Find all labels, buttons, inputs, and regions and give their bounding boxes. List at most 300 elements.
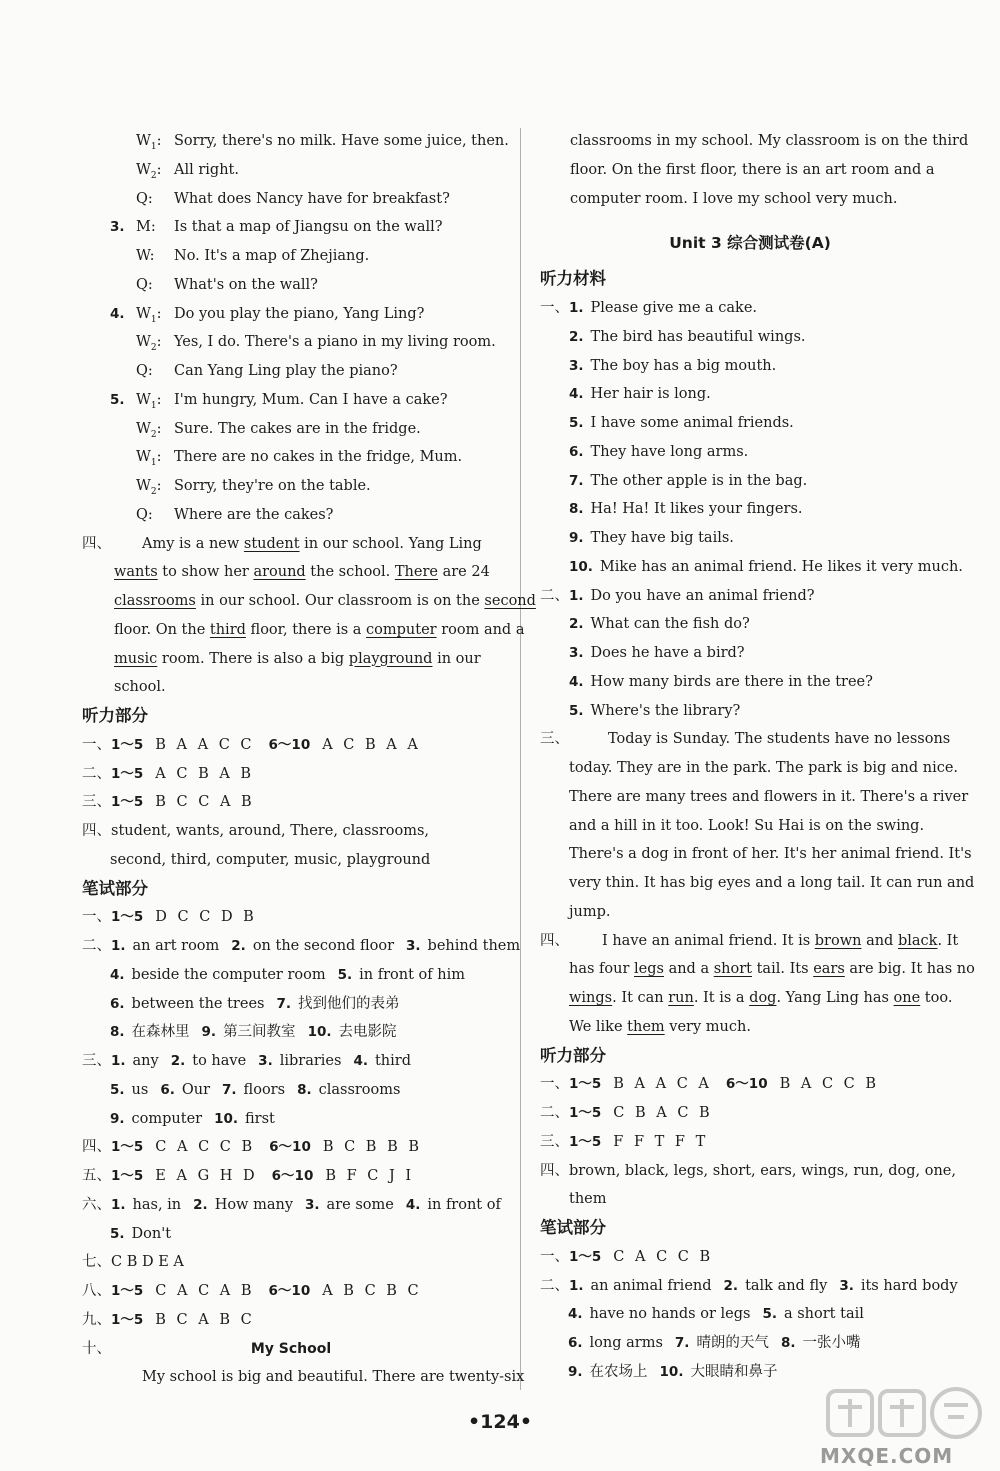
speaker-index: 2 xyxy=(150,486,157,497)
answer-row xyxy=(82,1162,500,1191)
item-answer: in front of him xyxy=(359,966,465,983)
dialogue-line xyxy=(82,127,509,156)
speaker-letter: Q xyxy=(136,190,148,207)
sentence-text: Ha! Ha! It likes your fingers. xyxy=(590,501,803,518)
item-number: 4. xyxy=(568,1306,583,1323)
item-answer: between the trees xyxy=(131,995,265,1012)
item-number: 3. xyxy=(569,357,584,374)
speaker-letter: W xyxy=(136,161,151,178)
answer-items-row xyxy=(82,1220,500,1249)
answer-letters: C B A C B xyxy=(613,1105,713,1121)
answer-range: 1～5 xyxy=(111,1139,144,1156)
item-number: 6. xyxy=(568,1335,583,1351)
dialogue-line xyxy=(82,185,500,214)
writing-section-title: 笔试部分 xyxy=(540,1218,606,1237)
sentence-text: The bird has beautiful wings. xyxy=(590,328,806,345)
answer-items-row xyxy=(540,1272,960,1301)
answer-range: 1～5 xyxy=(111,765,144,782)
dialogue-line xyxy=(82,271,500,300)
section-label: 二、 xyxy=(540,587,569,604)
item-number: 1. xyxy=(569,1277,584,1294)
item-answer: beside the computer room xyxy=(131,966,326,983)
speaker-label xyxy=(110,357,170,386)
speaker-label xyxy=(110,501,170,530)
listening-answer-row xyxy=(82,760,500,789)
listening-answer-row xyxy=(82,788,500,817)
listening-answer-four-cont: second, third, computer, music, playground xyxy=(110,851,431,868)
answer-range: 1～5 xyxy=(569,1248,602,1265)
listening-sentence xyxy=(540,610,960,639)
sentence-text: Do you have an animal friend? xyxy=(590,587,815,604)
writing-section-title: 笔试部分 xyxy=(82,878,148,898)
section-label: 三、 xyxy=(540,731,569,748)
passage-text: very thin. It has big eyes and a long tail. It can run and xyxy=(569,875,975,891)
answer-letters: B A C C B xyxy=(779,1076,880,1093)
essay-title: My School xyxy=(250,1340,332,1357)
item-answer: us xyxy=(131,1081,149,1098)
item-number: 7. xyxy=(276,995,291,1012)
answer-range: 6～10 xyxy=(269,1139,311,1156)
item-number: 1. xyxy=(569,587,584,604)
item-answer: an animal friend xyxy=(590,1277,712,1294)
item-answer: 大眼睛和鼻子 xyxy=(690,1363,778,1380)
colon-mark: : xyxy=(156,334,162,351)
answer-label: 五、 xyxy=(82,1168,111,1184)
item-answer: have no hands or legs xyxy=(589,1306,751,1323)
column-divider xyxy=(520,128,521,1390)
answer-letters: F F T F T xyxy=(613,1133,709,1150)
passage-text: today. They are in the park. The park is big and nice. xyxy=(569,760,959,776)
passage-line xyxy=(540,725,960,754)
dialogue-text: What does Nancy have for breakfast? xyxy=(174,190,450,207)
question-number: 3. xyxy=(110,219,125,236)
answer-items-row xyxy=(540,1300,960,1329)
answer-label: 三、 xyxy=(540,1133,569,1150)
speaker-letter: Q xyxy=(136,276,148,293)
item-answer: on the second floor xyxy=(252,938,395,954)
answer-items-row xyxy=(82,1105,500,1134)
item-number: 10. xyxy=(569,558,593,575)
section-label: 六、 xyxy=(82,1196,111,1213)
item-number: 1. xyxy=(111,1196,126,1213)
answer-letters: A B C B C xyxy=(322,1283,422,1299)
dialogue-text: Do you play the piano, Yang Ling? xyxy=(174,305,425,322)
item-answer: any xyxy=(132,1053,159,1069)
dialogue-text: Sorry, they're on the table. xyxy=(174,478,371,494)
listening-sentence xyxy=(540,380,960,409)
sentence-text: Her hair is long. xyxy=(590,386,711,403)
item-answer: first xyxy=(245,1110,275,1127)
answer-label: 三、 xyxy=(82,794,111,811)
answer-row xyxy=(82,1277,500,1306)
answer-letters: C A C A B xyxy=(155,1283,255,1299)
speaker-index: 2 xyxy=(150,343,157,354)
answer-letters: B C A B C xyxy=(155,1311,255,1328)
answer-label: 八、 xyxy=(82,1283,111,1299)
dialogue-line xyxy=(82,357,500,386)
dialogue-text: I'm hungry, Mum. Can I have a cake? xyxy=(174,391,448,408)
speaker-letter: W xyxy=(136,391,151,408)
sentence-text: I have some animal friends. xyxy=(590,415,794,431)
page-number: •124• xyxy=(468,1411,532,1433)
passage-line xyxy=(540,783,969,812)
listening-sentence xyxy=(540,409,960,438)
answer-seven: 七、C B D E A xyxy=(82,1254,184,1271)
answer-range: 1～5 xyxy=(569,1076,602,1093)
watermark-text: MXQE.COM xyxy=(820,1444,954,1468)
item-number: 5. xyxy=(762,1306,777,1323)
item-number: 8. xyxy=(569,501,584,518)
item-answer: classrooms xyxy=(318,1081,401,1098)
speaker-index: 2 xyxy=(150,170,157,181)
answer-range: 1～5 xyxy=(111,794,144,811)
item-number: 9. xyxy=(569,530,584,546)
essay-line: computer room. I love my school very much. xyxy=(570,190,898,207)
item-answer: 第三间教室 xyxy=(223,1024,296,1041)
answer-items-row xyxy=(82,1018,500,1047)
passage-text: and a hill in it too. Look! Su Hai is on the swing. xyxy=(569,817,925,834)
answer-row xyxy=(540,1243,960,1272)
essay-line: My school is big and beautiful. There are twenty-six xyxy=(142,1369,525,1386)
colon-mark: : xyxy=(156,305,162,322)
passage-line xyxy=(540,840,972,869)
item-answer: 在农场上 xyxy=(589,1363,648,1380)
answer-range: 1～5 xyxy=(111,909,144,926)
right-column xyxy=(540,127,975,1387)
item-number: 4. xyxy=(353,1053,368,1069)
speaker-index: 1 xyxy=(150,314,157,325)
answer-range: 1～5 xyxy=(111,1168,144,1184)
speaker-index: 1 xyxy=(150,141,157,152)
dialogue-line xyxy=(82,472,500,501)
item-number: 9. xyxy=(201,1024,217,1041)
answer-range: 1～5 xyxy=(111,736,144,753)
item-answer: in front of xyxy=(427,1196,501,1213)
item-number: 4. xyxy=(110,966,125,983)
dialogue-line xyxy=(82,328,500,357)
listening-sentence xyxy=(540,495,960,524)
answer-letters: B A A C C xyxy=(155,736,255,753)
item-number: 2. xyxy=(569,616,584,633)
speaker-letter: Q xyxy=(136,363,148,379)
answer-items-row xyxy=(82,990,500,1019)
item-number: 6. xyxy=(110,995,125,1012)
colon-mark: : xyxy=(149,248,155,264)
colon-mark: : xyxy=(147,276,153,293)
item-number: 1. xyxy=(111,938,126,954)
listening-section-title: 听力部分 xyxy=(540,1045,606,1065)
dialogue-line xyxy=(82,300,500,329)
passage-text: There are many trees and flowers in it. There's a river xyxy=(569,788,969,805)
listening-sentence xyxy=(540,524,960,553)
passage-line xyxy=(540,869,975,898)
answer-label: 一、 xyxy=(82,736,111,753)
section-label: 二、 xyxy=(540,1277,569,1294)
answer-letters: A C B A B xyxy=(155,765,255,782)
dialogue-line xyxy=(82,213,500,242)
listening-sentence xyxy=(540,553,963,582)
sentence-text: What can the fish do? xyxy=(590,616,750,633)
answer-label: 二、 xyxy=(540,1105,569,1121)
speaker-index: 2 xyxy=(150,429,157,440)
colon-mark: : xyxy=(156,391,162,408)
dialogue-text: No. It's a map of Zhejiang. xyxy=(174,248,370,264)
answer-range: 1～5 xyxy=(111,1283,144,1299)
item-number: 5. xyxy=(110,1081,125,1098)
colon-mark: : xyxy=(156,161,162,178)
answer-label: 一、 xyxy=(540,1076,569,1093)
colon-mark: : xyxy=(147,190,153,207)
speaker-label xyxy=(110,271,170,300)
dialogue-line xyxy=(82,386,500,415)
listening-answer-row xyxy=(540,1128,960,1157)
item-number: 2. xyxy=(193,1196,208,1213)
item-number: 5. xyxy=(569,415,584,431)
dialogue-line xyxy=(82,501,500,530)
answer-row xyxy=(82,1306,500,1335)
item-number: 10. xyxy=(659,1363,684,1380)
answer-label: 四、 xyxy=(82,1139,111,1156)
dialogue-text: Can Yang Ling play the piano? xyxy=(174,363,398,379)
answer-range: 1～5 xyxy=(569,1105,602,1121)
colon-mark: : xyxy=(156,133,162,149)
item-answer: an art room xyxy=(132,938,220,954)
speaker-letter: W xyxy=(136,420,151,437)
item-number: 2. xyxy=(170,1053,186,1069)
answer-range: 6～10 xyxy=(268,1283,311,1299)
colon-mark: : xyxy=(156,478,162,494)
left-column xyxy=(82,127,536,1392)
item-number: 9. xyxy=(568,1363,583,1380)
item-number: 10. xyxy=(307,1024,332,1041)
sentence-text: Please give me a cake. xyxy=(590,300,758,316)
item-number: 5. xyxy=(337,966,353,983)
listening-sentence xyxy=(540,639,960,668)
item-number: 8. xyxy=(110,1024,125,1041)
item-answer: 找到他们的表弟 xyxy=(298,995,400,1012)
answer-row xyxy=(82,1133,500,1162)
answer-items-row xyxy=(82,1076,500,1105)
colon-mark: : xyxy=(147,506,153,523)
listening-sentence xyxy=(540,582,960,611)
question-number: 4. xyxy=(110,305,125,322)
answer-range: 6～10 xyxy=(725,1076,768,1093)
item-number: 3. xyxy=(258,1053,273,1069)
answer-range: 6～10 xyxy=(271,1168,314,1184)
sentence-text: They have big tails. xyxy=(590,530,734,546)
item-answer: How many xyxy=(214,1196,294,1213)
sentence-text: The other apple is in the bag. xyxy=(590,472,808,489)
item-answer: floors xyxy=(243,1081,286,1098)
section-label: 三、 xyxy=(82,1053,111,1069)
item-number: 10. xyxy=(214,1110,239,1127)
sentence-text: Does he have a bird? xyxy=(590,645,745,661)
listening-answer-four-cont: them xyxy=(569,1191,607,1208)
item-number: 5. xyxy=(110,1225,125,1242)
sentence-text: They have long arms. xyxy=(590,443,749,460)
sentence-text: How many birds are there in the tree? xyxy=(590,673,873,690)
speaker-letter: W xyxy=(136,305,151,322)
dialogue-text: There are no cakes in the fridge, Mum. xyxy=(174,449,463,466)
speaker-letter: Q xyxy=(136,506,148,523)
passage-four: 四、 I have an animal friend. It is brown and black. It has four legs and a short tail. Its ears are big. It has no wings. It can run. It is a dog. Yang Ling has one too. We like them very much. xyxy=(540,932,975,1035)
dialogue-line xyxy=(82,415,500,444)
dialogue-line xyxy=(82,443,500,472)
unit-title: Unit 3 综合测试卷(A) xyxy=(669,234,831,253)
answer-letters: B C C A B xyxy=(155,794,255,811)
speaker-label xyxy=(110,185,170,214)
item-answer: libraries xyxy=(279,1053,342,1069)
answer-items-row xyxy=(540,1358,960,1387)
speaker-letter: W xyxy=(136,449,151,466)
dialogue-text: All right. xyxy=(174,161,239,178)
answer-items-row xyxy=(82,932,521,961)
dialogue-text: Sorry, there's no milk. Have some juice, then. xyxy=(174,133,509,149)
item-number: 8. xyxy=(780,1335,796,1351)
speaker-letter: M xyxy=(136,219,151,236)
listening-answer-four: 四、brown, black, legs, short, ears, wings, run, dog, one, xyxy=(540,1162,956,1179)
listening-sentence xyxy=(540,467,960,496)
item-answer: has, in xyxy=(132,1196,182,1213)
listening-material-title: 听力材料 xyxy=(540,269,606,289)
colon-mark: : xyxy=(156,449,162,466)
dialogue-text: Where are the cakes? xyxy=(174,506,334,523)
item-number: 8. xyxy=(297,1081,312,1098)
item-number: 1. xyxy=(569,300,584,316)
speaker-index: 1 xyxy=(150,400,157,411)
section-label: 一、 xyxy=(540,300,569,316)
listening-answer-four: 四、student, wants, around, There, classrooms, xyxy=(82,823,430,839)
sentence-text: The boy has a big mouth. xyxy=(590,357,777,374)
passage-text: There's a dog in front of her. It's her animal friend. It's xyxy=(569,846,972,863)
essay-title-line: 十、 My School xyxy=(82,1335,500,1364)
answer-letters: A C B A A xyxy=(322,736,421,753)
listening-sentence xyxy=(540,697,960,726)
listening-sentence xyxy=(540,352,960,381)
answer-letters: B F C J I xyxy=(325,1168,415,1184)
speaker-index: 1 xyxy=(150,458,157,469)
dialogue-line xyxy=(82,242,500,271)
item-answer: behind them xyxy=(427,938,521,954)
answer-letters: D C C D B xyxy=(155,909,257,926)
item-number: 3. xyxy=(305,1196,320,1213)
item-number: 3. xyxy=(569,645,584,661)
item-number: 2. xyxy=(231,938,246,954)
listening-answer-row xyxy=(82,731,500,760)
item-number: 9. xyxy=(110,1110,125,1127)
item-number: 4. xyxy=(569,673,584,690)
answer-letters: E A G H D xyxy=(155,1168,258,1184)
essay-line: floor. On the first floor, there is an art room and a xyxy=(570,161,935,178)
item-number: 2. xyxy=(723,1277,739,1294)
answer-letters: B C B B B xyxy=(322,1139,422,1156)
answer-range: 1～5 xyxy=(569,1133,602,1150)
answer-range: 6～10 xyxy=(268,736,311,753)
passage-three xyxy=(540,725,975,926)
answer-items-row xyxy=(540,1329,960,1358)
item-number: 7. xyxy=(569,472,584,489)
answer-label: 一、 xyxy=(540,1248,569,1265)
passage-line xyxy=(540,812,960,841)
answer-label: 二、 xyxy=(82,765,111,782)
answer-letters: B A A C A xyxy=(613,1076,712,1093)
item-number: 7. xyxy=(222,1081,237,1098)
item-number: 2. xyxy=(569,328,584,345)
item-answer: 去电影院 xyxy=(338,1024,397,1041)
item-number: 3. xyxy=(406,938,421,954)
item-number: 3. xyxy=(839,1277,854,1294)
listening-section-title: 听力部分 xyxy=(82,706,148,725)
item-answer: 晴朗的天气 xyxy=(696,1335,769,1351)
item-answer: are some xyxy=(326,1196,394,1213)
listening-answer-row xyxy=(540,1099,960,1128)
speaker-letter: W xyxy=(136,478,151,494)
dialogue-text: What's on the wall? xyxy=(174,276,318,293)
item-answer: its hard body xyxy=(860,1277,958,1294)
item-number: 4. xyxy=(569,386,584,403)
section-label: 二、 xyxy=(82,938,111,954)
item-number: 6. xyxy=(160,1081,175,1098)
item-number: 7. xyxy=(674,1335,690,1351)
item-answer: third xyxy=(374,1053,411,1069)
passage-text: Today is Sunday. The students have no lessons xyxy=(608,731,951,748)
dialogue-text: Is that a map of Jiangsu on the wall? xyxy=(174,219,443,236)
answer-label: 九、 xyxy=(82,1311,111,1328)
answer-label: 一、 xyxy=(82,909,111,926)
item-number: 4. xyxy=(405,1196,421,1213)
answer-letters: C A C C B xyxy=(613,1248,714,1265)
item-number: 6. xyxy=(569,443,584,460)
listening-answer-row xyxy=(540,1070,960,1099)
dialogue-text: Yes, I do. There's a piano in my living room. xyxy=(174,334,496,351)
item-number: 1. xyxy=(111,1053,126,1069)
listening-sentence xyxy=(540,323,960,352)
passage-line xyxy=(540,898,960,927)
essay-line: classrooms in my school. My classroom is on the third xyxy=(570,133,969,149)
question-number: 5. xyxy=(110,391,125,408)
listening-sentence xyxy=(540,294,960,323)
item-number: 5. xyxy=(569,702,584,719)
item-answer: long arms xyxy=(589,1335,663,1351)
dialogue-text: Sure. The cakes are in the fridge. xyxy=(174,420,421,437)
answer-items-row xyxy=(82,1047,500,1076)
sentence-text: Where's the library? xyxy=(590,702,741,719)
listening-sentence xyxy=(540,668,960,697)
item-answer: computer xyxy=(131,1110,203,1127)
speaker-letter: W xyxy=(136,334,151,351)
listening-sentence xyxy=(540,438,960,467)
answer-items-row xyxy=(82,1191,500,1220)
colon-mark: : xyxy=(147,363,153,379)
speaker-label xyxy=(110,242,170,271)
dialogue-line xyxy=(82,156,500,185)
answer-row xyxy=(82,903,500,932)
answer-items-row xyxy=(82,961,500,990)
item-answer: talk and fly xyxy=(745,1277,828,1294)
answer-range: 1～5 xyxy=(111,1311,144,1328)
passage-text: jump. xyxy=(569,903,611,920)
passage-four: 四、 Amy is a new student in our school. Yang Ling wants to show her around the school. There are 24 classrooms in our school. Our classroom is on the second floor. On the third floor, there is a computer room and a music room. There is also a big playground in our school. xyxy=(82,535,536,696)
colon-mark: : xyxy=(156,420,162,437)
answer-letters: C A C C B xyxy=(155,1139,256,1156)
speaker-letter: W xyxy=(136,248,150,264)
item-answer: Our xyxy=(181,1081,211,1098)
passage-line xyxy=(540,754,960,783)
sentence-text: Mike has an animal friend. He likes it very much. xyxy=(599,558,963,575)
item-answer: 一张小嘴 xyxy=(802,1335,861,1351)
item-answer: to have xyxy=(192,1053,247,1069)
speaker-letter: W xyxy=(136,133,151,149)
